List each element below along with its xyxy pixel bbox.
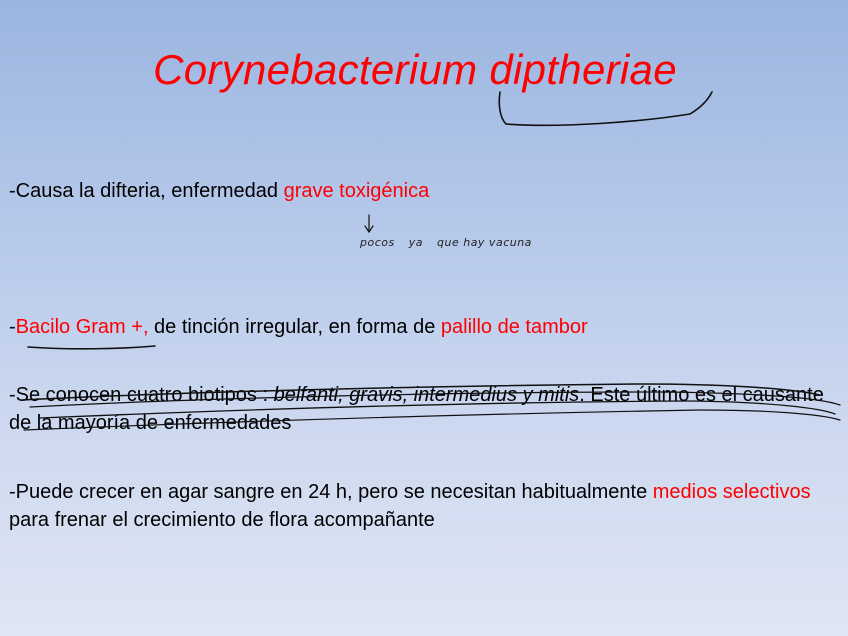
bullet-italic: belfanti, gravis, intermedius y mitis (273, 384, 580, 406)
underline-ink (28, 346, 155, 349)
handwritten-word: pocos (360, 236, 395, 249)
bullet-text: . Este último es el causante de la mayoría de enfermedades (9, 384, 824, 434)
title-underline-ink (499, 92, 712, 125)
bullet-text: -Causa la difteria, enfermedad (9, 180, 284, 202)
handwritten-note (360, 236, 546, 249)
slide-title: Corynebacterium diptheriae (153, 46, 677, 93)
bullet-highlight: grave toxigénica (283, 180, 430, 202)
arrow-ink (365, 215, 373, 232)
handwritten-word: que hay vacuna (437, 236, 532, 249)
bullet-text: -Puede crecer en agar sangre en 24 h, pero se necesitan habitualmente (9, 481, 653, 503)
handwritten-word: ya (408, 236, 423, 249)
bullet-biotipos (9, 381, 841, 437)
bullet-text: para frenar el crecimiento de flora acompañante (9, 509, 435, 531)
bullet-highlight: medios selectivos (652, 481, 811, 503)
bullet-text: - (9, 316, 16, 338)
bullet-bacilo (9, 313, 841, 341)
bullet-agar (9, 478, 841, 534)
bullet-text: -Se conocen cuatro biotipos : (9, 384, 274, 406)
bullet-highlight: Bacilo Gram +, (15, 316, 149, 338)
bullet-difteria (9, 177, 841, 205)
bullet-text: de tinción irregular, en forma de (148, 316, 441, 338)
bullet-highlight: palillo de tambor (440, 316, 588, 338)
